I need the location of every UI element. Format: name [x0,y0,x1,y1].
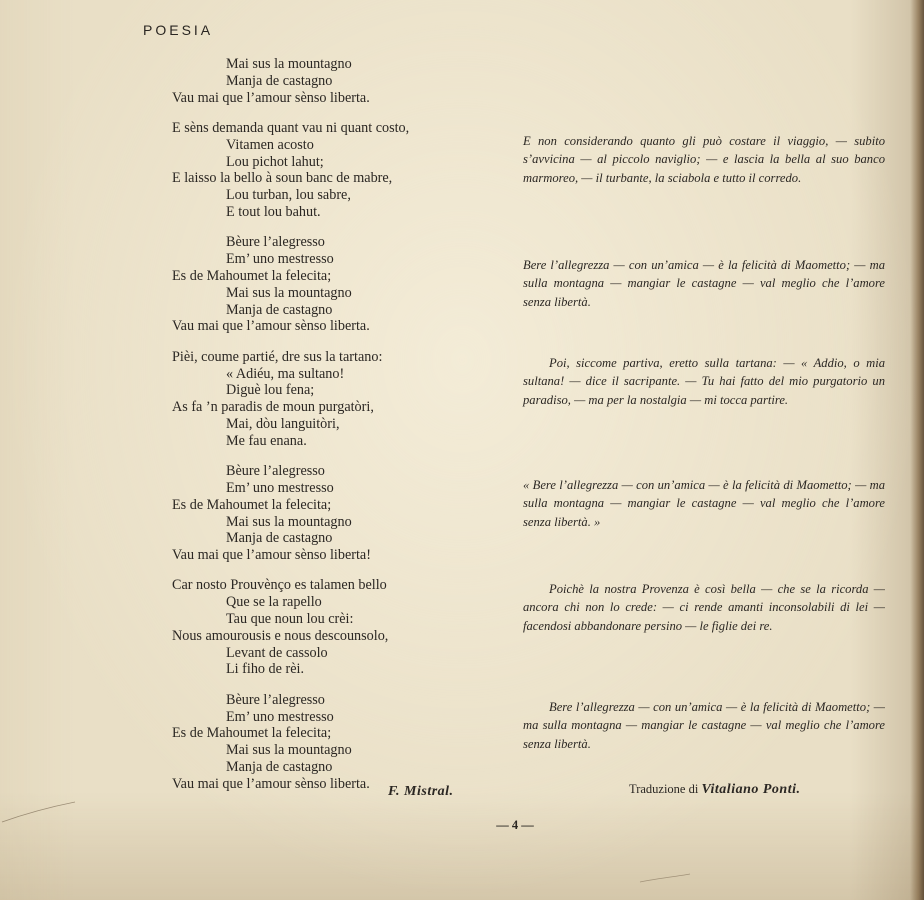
translation-paragraph: Poichè la nostra Provenza è così bella — che se la ricorda — ancora chi non lo crede: — ci rende amanti inconsolabili di lei — facendosi abbandonare persino — le figlie dei re. [523,582,885,633]
poem-line: Mai sus la mountagno [226,284,352,301]
poem-line: Mai, dòu languitòri, [226,415,340,432]
poem-line: Bèure l’alegresso [226,463,325,480]
poem-line: Bèure l’alegresso [226,691,325,708]
translation-paragraph: Bere l’allegrezza — con un’amica — è la felicità di Maometto; — ma sulla montagna — mangiar le castagne — val meglio che l’amore senza libertà. [523,700,885,751]
poem-line: Diguè lou fena; [226,382,315,399]
poem-stanza [172,120,492,221]
poem-original [172,56,492,806]
poem-line: Mai sus la mountagno [226,513,352,530]
poem-line: Em’ uno mestresso [226,708,334,725]
poem-line: Manja de castagno [226,72,333,89]
poem-line: Pièi, coume partié, dre sus la tartano: [172,348,383,365]
poem-line: Nous amourousis e nous descounsolo, [172,627,389,644]
poem-line: Vau mai que l’amour sènso liberta. [172,318,370,335]
poem-stanza [172,234,492,335]
section-header: POESIA [143,22,214,38]
poem-line: « Adiéu, ma sultano! [226,365,345,382]
poem-stanza [172,692,492,793]
translation-paragraph: E non considerando quanto gli può costare il viaggio, — subito s’avvicina — al piccolo naviglio; — e lascia la bella al suo banco marmoreo, — il turbante, la sciabola e tutto il corredo. [523,134,885,185]
poem-line: Lou turban, lou sabre, [226,187,351,204]
poem-stanza [172,577,492,678]
poem-line: Car nosto Prouvènço es talamen bello [172,577,387,594]
poem-line: E tout lou bahut. [226,203,321,220]
poem-stanza [172,463,492,564]
poem-line: Es de Mahoumet la felecita; [172,496,332,513]
poem-line: Bèure l’alegresso [226,234,325,251]
poem-line: E sèns demanda quant vau ni quant costo, [172,119,410,136]
translator-name: Vitaliano Ponti. [701,782,801,797]
poem-line: Vau mai que l’amour sènso liberta. [172,775,370,792]
poem-stanza [172,349,492,450]
page-edge-shadow [910,0,924,900]
translation-paragraph: Poi, siccome partiva, eretto sulla tartana: — « Addio, o mia sultana! — dice il sacripante. — Tu hai fatto del mio purgatorio un paradiso, — ma per la nostalgia — mi tocca partire. [523,356,885,407]
poem-line: Me fau enana. [226,432,307,449]
credit-prefix: Traduzione di [629,782,699,796]
poem-stanza [172,56,492,106]
poem-line: Lou pichot lahut; [226,153,324,170]
poem-line: Manja de castagno [226,301,333,318]
poem-line: Manja de castagno [226,530,333,547]
translation-credit [629,782,800,798]
translation-paragraph: « Bere l’allegrezza — con un’amica — è la felicità di Maometto; — ma sulla montagna — mangiar le castagne — val meglio che l’amore senza libertà. » [523,478,885,529]
poem-line: Mai sus la mountagno [226,56,352,72]
translation-paragraph: Bere l’allegrezza — con un’amica — è la felicità di Maometto; — ma sulla montagna — mangiar le castagne — val meglio che l’amore senza libertà. [523,258,885,309]
poem-line: Es de Mahoumet la felecita; [172,267,332,284]
poem-line: As fa ’n paradis de moun purgatòri, [172,399,374,416]
poem-line: Vau mai que l’amour sènso liberta. [172,89,370,106]
poem-line: Em’ uno mestresso [226,479,334,496]
poem-line: Vitamen acosto [226,136,314,153]
poem-line: Levant de cassolo [226,644,328,661]
scratch-bottom [640,874,690,882]
poem-signature: F. Mistral. [388,784,454,799]
poem-line: Mai sus la mountagno [226,742,352,759]
poem-line: Es de Mahoumet la felecita; [172,725,332,742]
poem-line: E laisso la bello à soun banc de mabre, [172,170,393,187]
page-number: — 4 — [496,818,534,832]
poem-line: Que se la rapello [226,594,322,611]
poem-line: Li fiho de rèi. [226,661,305,678]
poem-line: Tau que noun lou crèi: [226,611,354,628]
poem-line: Manja de castagno [226,759,333,776]
poem-line: Em’ uno mestresso [226,251,334,268]
poem-line: Vau mai que l’amour sènso liberta! [172,547,371,564]
